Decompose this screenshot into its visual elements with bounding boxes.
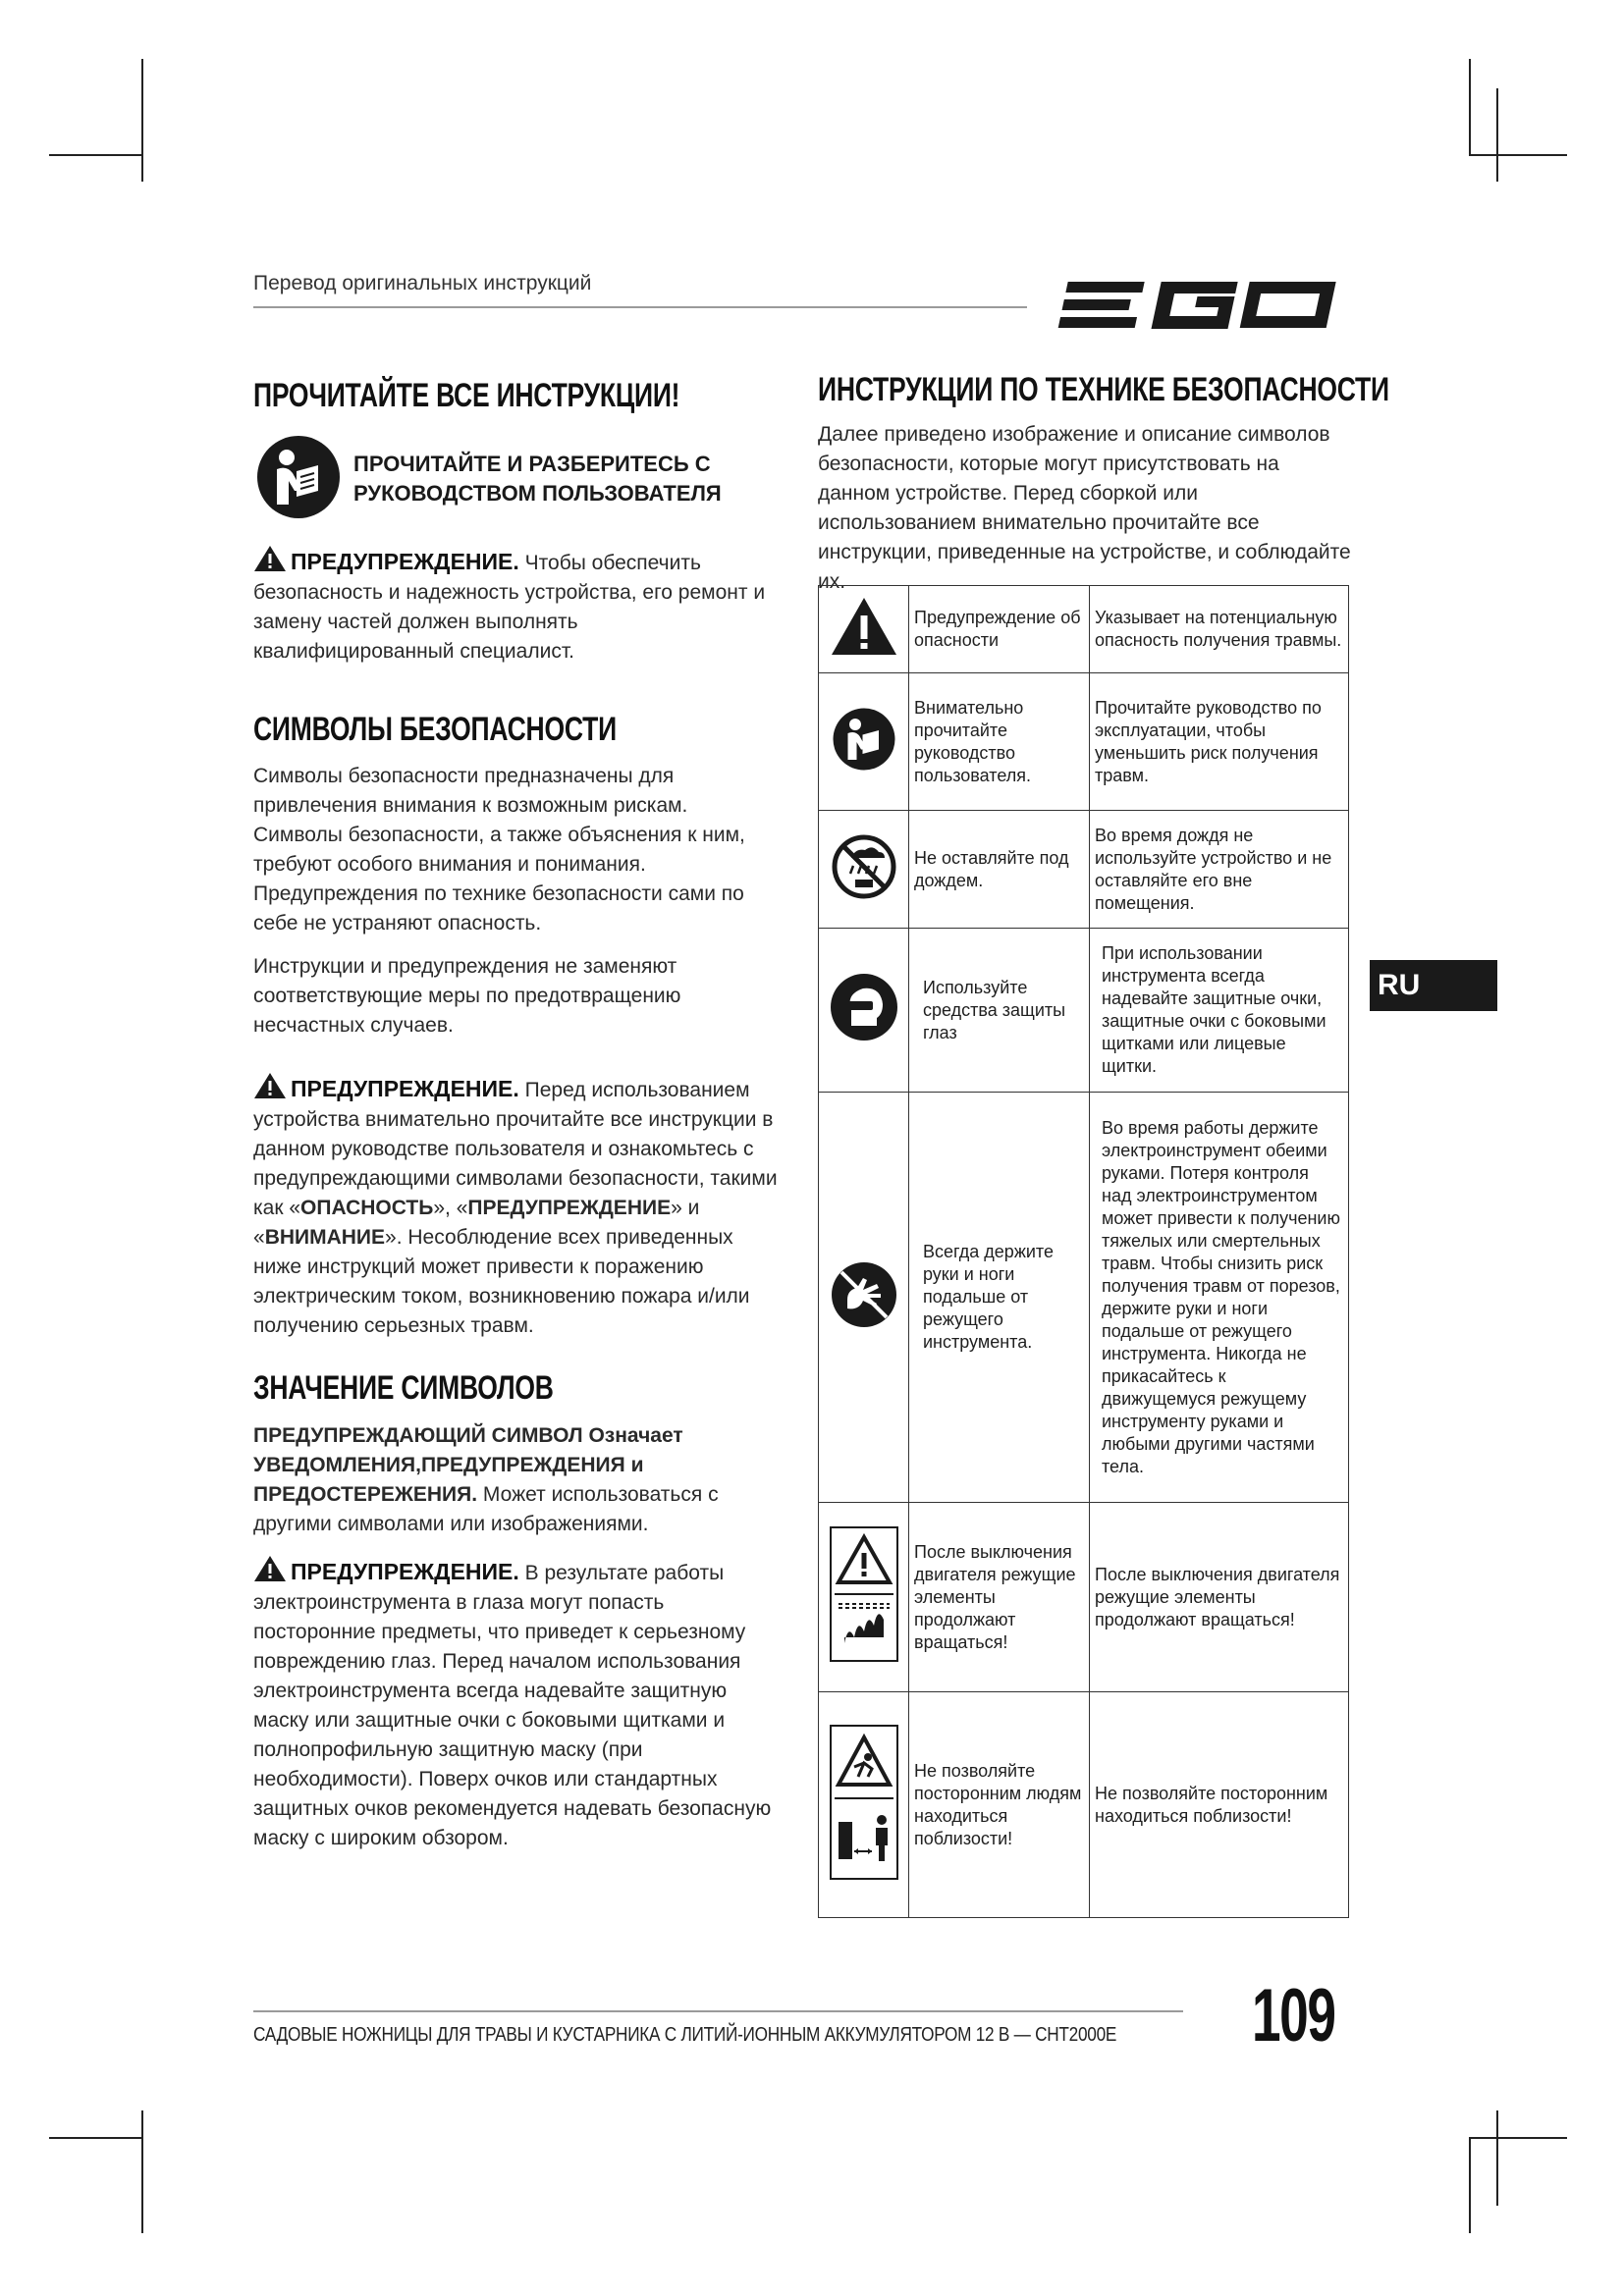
table-row — [819, 1093, 1349, 1503]
symbol-name: После выключения двигателя режущие элементы продолжают вращаться! — [909, 1503, 1090, 1692]
safety-symbols-table — [818, 585, 1349, 1918]
meaning-body — [253, 1421, 779, 1539]
table-row — [819, 673, 1349, 811]
warning-block-1 — [253, 545, 779, 667]
crop-mark — [49, 154, 142, 156]
keep-hands-away-icon — [830, 1260, 898, 1329]
symbol-cell — [819, 673, 909, 811]
symbol-name: Предупреждение об опасности — [909, 586, 1090, 673]
keep-bystanders-away-icon — [829, 1724, 899, 1881]
caution-term: ВНИМАНИЕ — [264, 1226, 386, 1249]
page-number: 109 — [1252, 1974, 1335, 2057]
symbol-description: Во время дождя не используйте устройство и не оставляйте его вне помещения. — [1090, 811, 1349, 929]
symbol-cell — [819, 929, 909, 1093]
crop-mark — [1469, 2137, 1567, 2139]
warning-icon — [253, 545, 287, 572]
read-manual-line1: ПРОЧИТАЙТЕ И РАЗБЕРИТЕСЬ С — [353, 452, 711, 476]
crop-mark — [1469, 154, 1567, 156]
symbol-cell — [819, 1503, 909, 1692]
safety-symbols-paragraph: Символы безопасности предназначены для привлечения внимания к возможным рискам. Символы безопасности, а также объяснения к ним, требуют особого внимания и понимания. Предупреждения по технике безопасности сами по себе не устраняют опасность. — [253, 765, 745, 934]
no-rain-icon — [832, 834, 896, 899]
warning-label: ПРЕДУПРЕЖДЕНИЕ. — [291, 549, 519, 574]
table-row — [819, 1692, 1349, 1918]
warning-term: ПРЕДУПРЕЖДЕНИЕ — [467, 1197, 672, 1219]
table-row — [819, 1503, 1349, 1692]
warning-text: Чтобы обеспечить безопасность и надежность устройства, его ремонт и замену частей должен выполнять квалифицированный специалист. — [253, 552, 766, 663]
alert-triangle-icon — [830, 596, 898, 657]
safety-symbols-body — [253, 762, 779, 1041]
warning-text: » и « — [253, 1197, 700, 1249]
table-row — [819, 811, 1349, 929]
crop-mark — [1469, 2137, 1471, 2233]
warning-text: », « — [433, 1197, 468, 1219]
warning-icon — [253, 1555, 287, 1582]
safety-symbols-heading: СИМВОЛЫ БЕЗОПАСНОСТИ — [253, 711, 617, 748]
read-manual-callout — [353, 450, 722, 508]
footer-title: САДОВЫЕ НОЖНИЦЫ ДЛЯ ТРАВЫ И КУСТАРНИКА С ЛИТИЙ-ИОННЫМ АККУМУЛЯТОРОМ 12 В — CHT2000E — [253, 2024, 1117, 2046]
ego-logo — [1049, 257, 1343, 346]
header-rule — [253, 306, 1027, 308]
symbol-description: Не позволяйте посторонним находиться поблизости! — [1090, 1692, 1349, 1918]
safety-symbols-paragraph-2: Инструкции и предупреждения не заменяют соответствующие меры по предотвращению несчастных случаев. — [253, 955, 681, 1037]
symbol-name: Не оставляйте под дождем. — [909, 811, 1090, 929]
warning-block-3 — [253, 1555, 779, 1853]
symbol-cell — [819, 1093, 909, 1503]
crop-mark — [1469, 59, 1471, 154]
table-row — [819, 586, 1349, 673]
warning-label: ПРЕДУПРЕЖДЕНИЕ. — [291, 1076, 519, 1101]
symbol-name: Используйте средства защиты глаз — [909, 929, 1090, 1093]
table-row — [819, 929, 1349, 1093]
symbol-description: Прочитайте руководство по эксплуатации, чтобы уменьшить риск получения травм. — [1090, 673, 1349, 811]
warning-text: Перед использованием устройства внимательно прочитайте все инструкции в данном руководстве пользователя и ознакомьтесь с предупреждающими символами безопасности, такими как « — [253, 1079, 778, 1219]
symbol-description: Указывает на потенциальную опасность получения травмы. — [1090, 586, 1349, 673]
read-manual-icon — [255, 434, 342, 520]
warning-text: ». Несоблюдение всех приведенных ниже инструкций может привести к поражению электрическим током, возникновению пожара и/или получению серьезных травм. — [253, 1226, 750, 1337]
safety-instructions-intro: Далее приведено изображение и описание символов безопасности, которые могут присутствовать на данном устройстве. Перед сборкой или использованием внимательно прочитайте все инструкции, приведенные на устройстве, и соблюдайте их. — [818, 423, 1351, 593]
read-manual-icon — [832, 707, 896, 772]
symbol-cell — [819, 811, 909, 929]
crop-mark — [141, 2110, 143, 2233]
crop-mark — [1496, 2110, 1498, 2206]
symbol-cell — [819, 1692, 909, 1918]
symbol-cell — [819, 586, 909, 673]
blades-rotate-icon — [829, 1525, 899, 1663]
header-title: Перевод оригинальных инструкций — [253, 272, 592, 294]
safety-instructions-heading: ИНСТРУКЦИИ ПО ТЕХНИКЕ БЕЗОПАСНОСТИ — [818, 371, 1389, 408]
symbol-name: Не позволяйте посторонним людям находиться поблизости! — [909, 1692, 1090, 1918]
warning-text: В результате работы электроинструмента в глаза могут попасть посторонние предметы, что приведет к серьезному повреждению глаз. Перед началом использования электроинструмента всегда надевайте защитную маску или защитные очки с боковыми щитками и полнопрофильную защитную маску (при необходимости). Поверх очков или стандартных защитных очков рекомендуется надевать безопасную маску с широким обзором. — [253, 1562, 772, 1849]
crop-mark — [1496, 88, 1498, 182]
meaning-heading: ЗНАЧЕНИЕ СИМВОЛОВ — [253, 1369, 554, 1407]
read-all-heading: ПРОЧИТАЙТЕ ВСЕ ИНСТРУКЦИИ! — [253, 377, 680, 414]
symbol-name: Всегда держите руки и ноги подальше от режущего инструмента. — [909, 1093, 1090, 1503]
language-tab: RU — [1370, 960, 1497, 1011]
warning-block-2 — [253, 1072, 779, 1341]
footer-rule — [253, 2010, 1183, 2012]
meaning-bold: ПРЕДУПРЕЖДАЮЩИЙ СИМВОЛ Означает УВЕДОМЛЕНИЯ,ПРЕДУПРЕЖДЕНИЯ и ПРЕДОСТЕРЕЖЕНИЯ. — [253, 1424, 683, 1506]
meaning-text: Может использоваться с другими символами или изображениями. — [253, 1483, 719, 1535]
read-manual-line2: РУКОВОДСТВОМ ПОЛЬЗОВАТЕЛЯ — [353, 481, 722, 506]
crop-mark — [49, 2137, 142, 2139]
warning-icon — [253, 1072, 287, 1099]
eye-protection-icon — [830, 973, 898, 1041]
danger-term: ОПАСНОСТЬ — [300, 1197, 434, 1219]
symbol-name: Внимательно прочитайте руководство пользователя. — [909, 673, 1090, 811]
symbol-description: Во время работы держите электроинструмент обеими руками. Потеря контроля над электроинструментом может привести к получению тяжелых или смертельных травм. Чтобы снизить риск получения травм от порезов, держите руки и ноги подальше от режущего инструмента. Никогда не прикасайтесь к движущемуся режущему инструменту руками и любыми другими частями тела. — [1090, 1093, 1349, 1503]
warning-label: ПРЕДУПРЕЖДЕНИЕ. — [291, 1559, 519, 1584]
symbol-description: После выключения двигателя режущие элементы продолжают вращаться! — [1090, 1503, 1349, 1692]
crop-mark — [141, 59, 143, 182]
symbol-description: При использовании инструмента всегда надевайте защитные очки, защитные очки с боковыми щитками или лицевые щитки. — [1090, 929, 1349, 1093]
